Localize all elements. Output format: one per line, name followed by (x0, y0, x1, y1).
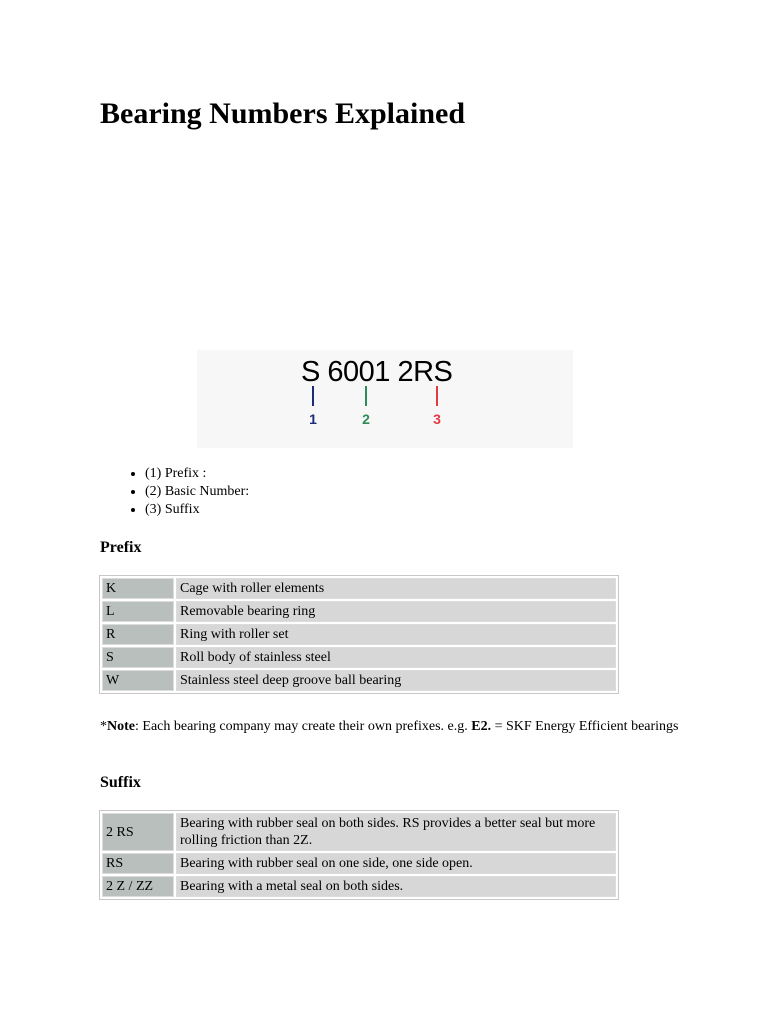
note-text-after: = SKF Energy Efficient bearings (491, 719, 679, 734)
table-row (102, 813, 616, 851)
table-row (102, 853, 616, 874)
suffix-code-cell: RS (102, 853, 174, 874)
prefix-description-cell: Stainless steel deep groove ball bearing (176, 670, 616, 691)
prefix-heading: Prefix (100, 539, 142, 556)
note-label: Note (107, 719, 135, 734)
list-item-prefix: • (1) Prefix : (145, 465, 249, 483)
marker-label-3: 3 (433, 411, 441, 427)
suffix-table (99, 810, 619, 900)
note-asterisk: * (100, 719, 107, 734)
list-item-basic-number: • (2) Basic Number: (145, 483, 249, 501)
note-text-before: : Each bearing company may create their own prefixes. e.g. (135, 719, 472, 734)
prefix-description-cell: Roll body of stainless steel (176, 647, 616, 668)
prefix-note (100, 718, 680, 736)
bearing-parts-list (100, 465, 249, 519)
prefix-code-cell: S (102, 647, 174, 668)
table-row (102, 578, 616, 599)
marker-label-2: 2 (362, 411, 370, 427)
bearing-number-diagram (197, 350, 573, 448)
prefix-code-cell: K (102, 578, 174, 599)
table-row (102, 624, 616, 645)
suffix-description-cell: Bearing with rubber seal on one side, one side open. (176, 853, 616, 874)
table-row (102, 601, 616, 622)
suffix-description-cell: Bearing with a metal seal on both sides. (176, 876, 616, 897)
prefix-description-cell: Cage with roller elements (176, 578, 616, 599)
table-row (102, 876, 616, 897)
bearing-code-text: S 6001 2RS (301, 356, 453, 388)
note-example-code: E2. (471, 719, 492, 734)
table-row (102, 647, 616, 668)
suffix-heading: Suffix (100, 774, 141, 791)
suffix-code-cell: 2 Z / ZZ (102, 876, 174, 897)
prefix-description-cell: Removable bearing ring (176, 601, 616, 622)
prefix-description-cell: Ring with roller set (176, 624, 616, 645)
list-item-suffix: • (3) Suffix (145, 501, 249, 519)
prefix-code-cell: R (102, 624, 174, 645)
prefix-table (99, 575, 619, 694)
prefix-code-cell: L (102, 601, 174, 622)
page-title: Bearing Numbers Explained (100, 97, 466, 130)
suffix-code-cell: 2 RS (102, 813, 174, 851)
bearing-number-svg (197, 350, 573, 448)
marker-label-1: 1 (309, 411, 317, 427)
prefix-code-cell: W (102, 670, 174, 691)
suffix-description-cell: Bearing with rubber seal on both sides. RS provides a better seal but more rolling friction than 2Z. (176, 813, 616, 851)
table-row (102, 670, 616, 691)
